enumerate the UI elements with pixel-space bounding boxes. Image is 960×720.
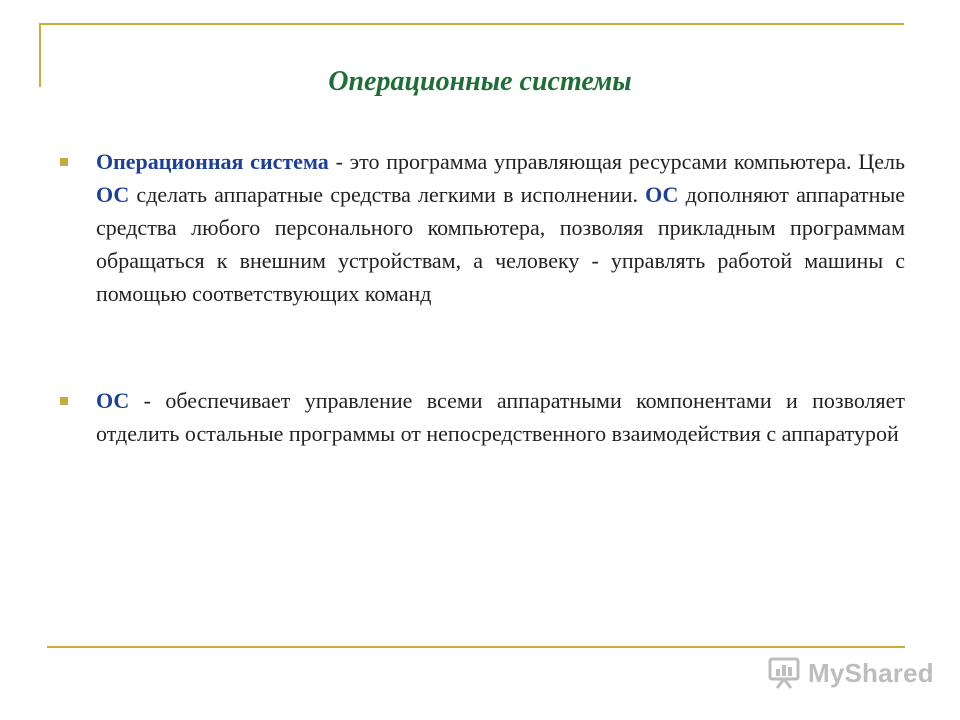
text-segment: дополняют аппаратные средства любого персонального компьютера, позволяя прикладным программам обращаться к внешним устройствам, а человеку - управлять работой машины с помощью соответствующих команд <box>96 182 905 306</box>
top-rule <box>40 23 904 25</box>
term-highlight: ОС <box>96 182 130 207</box>
bullet-text-1 <box>96 145 905 310</box>
text-segment: - это программа управляющая ресурсами компьютера. Цель <box>328 149 905 174</box>
text-segment: - обеспечивает управление всеми аппаратными компонентами и позволяет отделить остальные программы от непосредственного взаимодействия с аппаратурой <box>96 388 905 446</box>
bottom-rule <box>47 646 905 648</box>
term-highlight: ОС <box>96 388 130 413</box>
term-highlight: Операционная система <box>96 149 329 174</box>
bullet-marker <box>60 158 68 166</box>
term-highlight: ОС <box>645 182 679 207</box>
presentation-icon <box>768 656 802 690</box>
bullet-text-2 <box>96 384 905 450</box>
slide-title: Операционные системы <box>328 66 632 97</box>
bullet-marker <box>60 397 68 405</box>
watermark-logo <box>768 656 934 690</box>
watermark-text: MyShared <box>808 657 934 688</box>
text-segment: сделать аппаратные средства легкими в исполнении. <box>129 182 646 207</box>
